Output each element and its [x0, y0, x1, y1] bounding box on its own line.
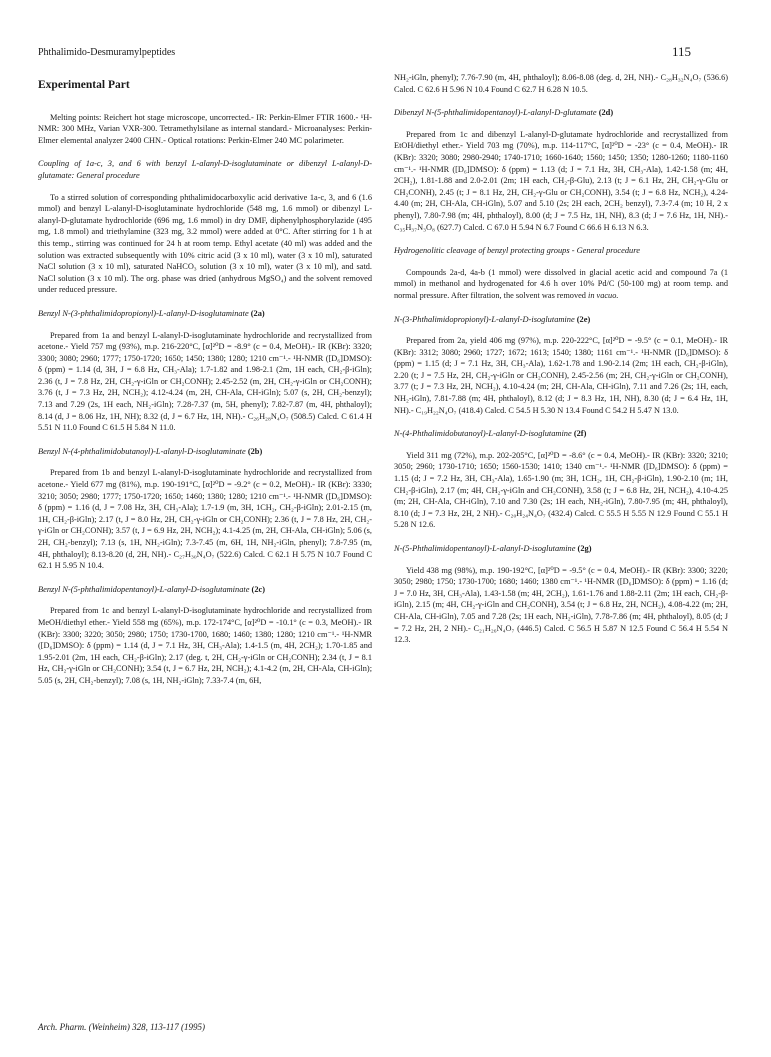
compound-2d-title: Dibenzyl N-(5-phthalimidopentanoyl)-L-alanyl-D-glutamate [394, 108, 597, 118]
compound-2g-heading [394, 543, 728, 555]
compound-2e-label: (2e) [576, 314, 591, 324]
compound-2b-text: Prepared from 1b and benzyl L-alanyl-D-isoglutaminate hydrochloride and recrystallized from acetone.- Yield 677 mg (81%), m.p. 190-191°C, [α]²⁰D = -9.2° (c = 0.2, MeOH).- IR (KBr): 3330; 3210; 3050; 2980; 1777; 1750-1720; 1650; 1460; 1380; 1280; 1210 cm⁻¹.- ¹H-NMR ([D₆]DMSO): δ (ppm) = 1.16 (d, J = 7.08 Hz, 3H, CH₃-Ala); 1.7-1.9 (m, 3H, 1CH₂, CH₂-β-iGln); 2.01-2.15 (m, 1H, CH₂-β-iGln); 2.17 (t, J = 8.0 Hz, 2H, CH₂-γ-iGln or CH₂CONH); 2.36 (t, J = 7.8 Hz, 2H, CH₂-γ-iGln or CH₂CONH); 3.57 (t, J = 6.9 Hz, 2H, NCH₂); 4.1-4.25 (m, 2H, CH-Ala, CH-iGln); 5.06 (s, 2H, CH₂-benzyl); 7.13 (s, 1H, NH₂-iGln); 7.3-7.45 (m, 6H, 1H, NH₂-iGln, phenyl); 7.8-7.95 (m, 4H, phthaloyl); 8.13-8.20 (d, 2H, NH).- C₂₇H₃₀N₄O₇ (522.6) Calcd. C 62.1 H 5.75 N 10.7 Found C 62.1 H 5.95 N 10.4. [38, 468, 372, 571]
compound-2d-heading [394, 107, 728, 119]
hydrogenolysis-text [394, 267, 728, 302]
general-procedure-text: To a stirred solution of corresponding phthalimidocarboxylic acid derivative 1a-c, 3, and 6 (1.6 mmol) and benzyl L-alanyl-D-isoglutaminate hydrochloride (548 mg, 1.6 mmol) or dibenzyl L-alanyl-D-glutamate hydrochloride (696 mg, 1.6 mmol) in dry DMF, diphenylphosphorylazide (495 mg, 1.8 mmol) and triethylamine (323 mg, 3.2 mmol) were added at 0°C. After stirring for 1 h at this temp., stirring was continued for 24 h at room temp. Ethyl acetate (40 ml) was added and the solution was extracted subsequently with 10% citric acid (3 x 10 ml), water (3 x 10 ml), saturated NaCl solution (3 x 10 ml), saturated NaHCO₃ solution (3 x 10 ml), water (3 x 10 ml), and satd. NaCl solution (3 x 10 ml). The org. phase was dried (anhydrous MgSO₄) and the solvent removed under reduced pressure. [38, 192, 372, 295]
left-column [38, 72, 372, 696]
compound-2f-label: (2f) [573, 429, 587, 439]
compound-2a-heading [38, 308, 372, 320]
hydrogenolysis-heading: Hydrogenolitic cleavage of benzyl protecting groups - General procedure [394, 246, 640, 256]
right-column [394, 72, 728, 655]
compound-2e-heading [394, 314, 728, 326]
compound-2f-text: Yield 311 mg (72%), m.p. 202-205°C, [α]²⁰D = -8.6° (c = 0.4, MeOH).- IR (KBr): 3320; 3210; 3050; 2960; 1730-1710; 1650; 1560-1530; 1410; 1340 cm⁻¹.- ¹H-NMR ([D₆]DMSO): δ (ppm) = 1.15 (d; J = 7.2 Hz, 3H, CH₃-Ala), 1.65-1.90 (m; 3H, 1CH₂, 1H, CH₂-β-iGln), 1.90-2.10 (m; 1H, CH₂-β-iGln), 2.17 (m; 4H, CH₂-γ-iGln and CH₂CONH), 3.58 (t; J = 6.8 Hz, 2H, NCH₂), 4.10-4.25 (m; 2H, CH-Ala, CH-iGln), 7.10 and 7.30 (2s; 1H each, NH₂-iGln), 7.80-7.95 (m; 4H, phthaloyl), 8.10 (d; J = 7.3 Hz, 2H, 2 NH).- C₂₀H₂₄N₄O₇ (432.4) Calcd. C 55.5 H 5.55 N 12.9 Found C 55.1 H 5.28 N 12.6. [394, 450, 728, 530]
running-title: Phthalimido-Desmuramylpeptides [38, 47, 176, 58]
compound-2g-label: (2g) [577, 544, 592, 553]
compound-2a-label: (2a) [250, 308, 265, 318]
compound-2g-title: N-(5-Phthalimidopentanoyl)-L-alanyl-D-isoglutamine [394, 544, 576, 553]
compound-2f-title: N-(4-Phthalimidobutanoyl)-L-alanyl-D-isoglutamine [394, 429, 572, 439]
compound-2b-label: (2b) [247, 446, 263, 456]
hydrogenolysis-text-main: Compounds 2a-d, 4a-b (1 mmol) were dissolved in glacial acetic acid and compound 7a (1 mmol) in methanol and hydrogenated for 4.6 h over 10% Pd/C (50-100 mg) at room temp. and normal pressure. After filtration, the solvent was removed [394, 267, 728, 300]
section-heading: Experimental Part [38, 79, 130, 91]
compound-2c-label: (2c) [251, 584, 266, 594]
hydrogenolysis-text-italic: in vacuo. [588, 290, 619, 300]
general-procedure-heading: Coupling of 1a-c, 3, and 6 with benzyl L-alanyl-D-isoglutaminate or dibenzyl L-alanyl-D-glutamate: General procedure [38, 159, 372, 180]
compound-2g-text: Yield 438 mg (98%), m.p. 190-192°C, [α]²⁰D = -9.5° (c = 0.4, MeOH).- IR (KBr): 3300; 3220; 3050; 2980; 1750; 1730-1700; 1680; 1460; 1380 cm⁻¹.- ¹H-NMR ([D₆]DMSO): δ (ppm) = 1.16 (d; J = 7.0 Hz, 3H, CH₃-Ala), 1.43-1.58 (m; 4H, 2CH₂), 1.61-1.76 and 1.88-2.11 (2m; 1H each, CH₂-β-iGln), 2.15 (m; 4H, CH₂-γ-iGln and CH₂CONH), 3.54 (t; J = 6.8 Hz, 2H, NCH₂), 4.08-4.22 (m; 2H, CH-Ala, CH-iGln), 7.05 and 7.28 (2s; 1H each, NH₂-iGln), 7.78-7.86 (m; 4H, phthaloyl), 8.05 (d; J = 7.2 Hz, 2H, 2 NH).- C₂₁H₂₆N₄O₇ (446.5) Calcd. C 56.5 H 5.87 N 12.5 Found C 56.4 H 5.54 N 12.3. [394, 565, 728, 645]
page-number: 115 [671, 44, 691, 59]
journal-citation: Arch. Pharm. (Weinheim) 328, 113-117 (1995) [38, 1022, 205, 1032]
continuation-paragraph: NH₂-iGln, phenyl); 7.76-7.90 (m, 4H, phthaloyl); 8.06-8.08 (deg. d, 2H, NH).- C₂₈H₃₂N₄O₇ (536.6) Calcd. C 62.6 H 5.96 N 10.4 Found C 62.7 H 6.28 N 10.5. [394, 73, 728, 94]
intro-paragraph: Melting points: Reichert hot stage microscope, uncorrected.- IR: Perkin-Elmer FTIR 1600.- ¹H-NMR: 300 MHz, Varian VXR-300. Tetramethylsilane as internal standard.- Microanalyses: Perkin-Elmer elemental analyzer 2400 CHN.- Optical rotations: Perkin-Elmer 240 MC polarimeter. [38, 112, 372, 145]
compound-2b-title: Benzyl N-(4-phthalimidobutanoyl)-L-alanyl-D-isoglutaminate [38, 446, 246, 456]
compound-2c-heading [38, 584, 372, 596]
compound-2e-text: Prepared from 2a, yield 406 mg (97%), m.p. 220-222°C, [α]²⁰D = -9.5° (c = 0.1, MeOH).- IR (KBr): 3312; 3080; 2960; 1727; 1672; 1613; 1540; 1380; 1161 cm⁻¹.- ¹H-NMR ([D₆]DMSO): δ (ppm) = 1.15 (d; J = 7.1 Hz, 3H, CH₃-Ala), 1.62-1.78 and 1.90-2.14 (2m; 1H each, CH₂-β-iGln), 2.20 (t; J = 7.5 Hz, 2H, CH₂-γ-iGln or CH₂CONH), 2.45-2.56 (m; 2H, CH₂-γ-iGln or CH₂CONH), 3.77 (t; J = 7.3 Hz, 2H, NCH₂), 4.10-4.24 (m; 2H, CH-Ala, CH-iGln), 7.11 and 7.26 (2s; 1H, each, NH₂-iGln), 7.81-7.88 (m; 4H, phthaloyl), 8.12 (d; J = 8.3 Hz, 1H, NH), 8.30 (d; J = 6.4 Hz, 1H, NH).- C₁₉H₂₂N₄O₇ (418.4) Calcd. C 54.5 H 5.30 N 13.4 Found C 54.2 H 5.47 N 13.0. [394, 336, 728, 415]
compound-2c-text: Prepared from 1c and benzyl L-alanyl-D-isoglutaminate hydrochloride and recrystallized from MeOH/diethyl ether.- Yield 558 mg (65%), m.p. 172-174°C, [α]²⁰D = -10.1° (c = 0.3, MeOH).- IR (KBr): 3300; 3220; 3050; 2980; 1750; 1730-1700, 1680; 1460; 1380; 1280; 1210 cm⁻¹.- ¹H-NMR ([D₆]DMSO): δ (ppm) = 1.14 (d, J = 7.1 Hz, 3H, CH₃-Ala); 1.4-1.5 (m, 4H, 2CH₂); 1.70-1.85 and 1.95-2.01 (2m, 1H each, CH₂-β-iGln); 2.17 (deg. t, 2H, CH₂-γ-iGln or CH₂CONH); 2.34 (t, J = 8.1 Hz, CH₂-γ-iGln or CH₂CONH); 3.54 (t, J = 6.7 Hz, 2H, NCH₂); 4.1-4.2 (m, 2H, CH-Ala, CH-iGln); 5.05 (s, 2H, CH₂-benzyl); 7.08 (s, 1H, NH₂-iGln); 7.33-7.4 (m, 6H, [38, 606, 372, 685]
compound-2f-heading [394, 428, 728, 440]
compound-2e-title: N-(3-Phthalimidopropionyl)-L-alanyl-D-isoglutamine [394, 314, 575, 324]
compound-2d-label: (2d) [598, 108, 614, 118]
compound-2a-text: Prepared from 1a and benzyl L-alanyl-D-isoglutaminate hydrochloride and recrystallized from acetone.- Yield 757 mg (93%), m.p. 216-220°C, [α]²⁰D = -8.9° (c = 0.4, MeOH).- IR (KBr): 3320; 3300; 3080; 2960; 1777; 1750-1720; 1650; 1450; 1380; 1280; 1210 cm⁻¹.- ¹H-NMR ([D₆]DMSO): δ (ppm) = 1.14 (d, 3H, J = 6.8 Hz, CH₃-Ala); 1.7-1.82 and 1.98-2.1 (2m, 1H each, CH₂-β-iGln); 2.36 (t, J = 7.8 Hz, 2H, CH₂-γ-iGln or CH₂CONH); 2.45-2.52 (m, 2H, CH₂-γ-iGln or CH₂CONH); 3.76 (t, J = 7.3 Hz, 2H, NCH₂); 4.12-4.24 (m, 2H, CH-Ala, CH-iGln); 5.07 (s, 2H, CH₂-benzyl); 7.13 and 7.29 (2s, 1H each, NH₂-iGln); 7.28-7.37 (m, 5H, phenyl); 7.82-7.87 (m, 4H, phthaloyl); 8.14 (d, J = 8.06 Hz, 1H, NH); 8.32 (d, J = 6.7 Hz, 1H, NH).- C₂₆H₂₈N₄O₇ (508.5) Calcd. C 61.4 H 5.51 N 11.0 Found C 61.5 H 5.84 N 11.0. [38, 330, 372, 433]
compound-2b-heading [38, 446, 372, 458]
compound-2c-title: Benzyl N-(5-phthalimidopentanoyl)-L-alanyl-D-isoglutaminate [38, 584, 250, 594]
compound-2a-title: Benzyl N-(3-phthalimidopropionyl)-L-alanyl-D-isoglutaminate [38, 308, 249, 318]
compound-2d-text: Prepared from 1c and dibenzyl L-alanyl-D-glutamate hydrochloride and recrystallized from EtOH/diethyl ether.- Yield 703 mg (70%), m.p. 114-117°C, [α]²⁰D = -23° (c = 0.4, MeOH).- IR (KBr): 3320; 3080; 2980-2940; 1740-1710; 1660-1640; 1560; 1450; 1350; 1280-1260; 1180-1160 cm⁻¹.- ¹H-NMR ([D₆]DMSO): δ (ppm) = 1.13 (d; J = 7.1 Hz, 3H, CH₃-Ala), 1.42-1.58 (m; 4H, 2CH₂), 1.81-1.88 and 2.0-2.01 (2m; 1H each, CH₂-β-Glu), 2.13 (t; J = 6.1 Hz, 2H, CH₂-γ-Glu or CH₂CONH), 2.45 (t; J = 8.1 Hz, 2H, CH₂-γ-Glu or CH₂CONH), 3.54 (t; J = 6.8 Hz, NCH₂), 4.24-4.40 (m; 2H, CH-Ala, CH-iGln), 5.07 and 5.10 (2s; 2H each, 2CH₂ benzyl), 7.3-7.4 (m; 10 H, 2 x phenyl), 7.80-7.98 (m; 4H, phthaloyl), 8.00 (d; J = 7.5 Hz, 1H, NH), 8.3 (d; J = 7.6 Hz, 1H, NH).- C₃₅H₃₇N₃O₈ (627.7) Calcd. C 67.0 H 5.94 N 6.7 Found C 66.6 H 6.13 N 6.3. [394, 129, 728, 232]
